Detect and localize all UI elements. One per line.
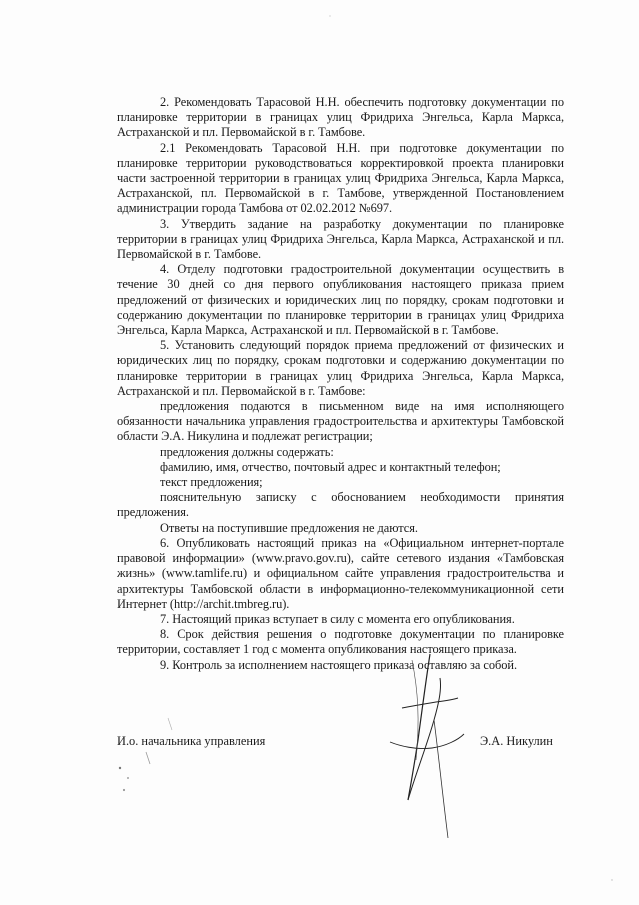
paragraph-6: 6. Опубликовать настоящий приказ на «Официальном интернет-портале правовой информации» (www.pravo.gov.ru), сайте сетевого издания «Тамбовская жизнь» (www.tamlife.ru) и официальном сайте управления градостроительства и архитектуры Тамбовской области в информационно-телекоммуникационной сети Интернет (http://archit.tmbreg.ru). <box>117 535 564 611</box>
paragraph-4: 4. Отделу подготовки градостроительной документации осуществить в течение 30 дней со дня первого опубликования настоящего приказа прием предложений от физических и юридических лиц по порядку, срокам подготовки и содержанию документации по планировке территории в границах улиц Фридриха Энгельса, Карла Маркса, Астраханской и пл. Первомайской в г. Тамбове. <box>117 262 564 338</box>
paragraph-2-1: 2.1 Рекомендовать Тарасовой Н.Н. при подготовке документации по планировке территории руководствоваться корректировкой проекта планировки части застроенной территории в границах улиц Фридриха Энгельса, Карла Маркса, Астраханской, пл. Первомайской в г. Тамбове, утвержденной Постановлением администрации города Тамбова от 02.02.2012 №697. <box>117 140 564 216</box>
paragraph-5-answers: Ответы на поступившие предложения не даются. <box>160 520 418 535</box>
signatory-name: Э.А. Никулин <box>480 734 553 748</box>
signatory-title: И.о. начальника управления <box>117 734 266 748</box>
paragraph-3: 3. Утвердить задание на разработку документации по планировке территории в границах улиц Фридриха Энгельса, Карла Маркса, Астраханской и пл. Первомайской в г. Тамбове. <box>117 216 564 262</box>
paragraph-5: 5. Установить следующий порядок приема предложений от физических и юридических лиц по порядку, срокам подготовки и содержанию документации по планировке территории в границах улиц Фридриха Энгельса, Карла Маркса, Астраханской и пл. Первомайской в г. Тамбове: <box>117 338 564 398</box>
paragraph-5-text: текст предложения; <box>160 475 263 490</box>
handwritten-signature <box>372 650 492 850</box>
paragraph-8: 8. Срок действия решения о подготовке документации по планировке территории, составляет 1 год с момента опубликования настоящего приказа. <box>117 627 564 657</box>
paragraph-5-name-address: фамилию, имя, отчество, почтовый адрес и контактный телефон; <box>160 459 501 474</box>
paragraph-5-submission: предложения подаются в письменном виде на имя исполняющего обязанности начальника управления градостроительства и архитектуры Тамбовской области Э.А. Никулина и подлежат регистрации; <box>117 399 564 444</box>
document-body <box>117 95 564 673</box>
paragraph-7: 7. Настоящий приказ вступает в силу с момента его опубликования. <box>160 611 515 626</box>
paragraph-2: 2. Рекомендовать Тарасовой Н.Н. обеспечить подготовку документации по планировке территории в границах улиц Фридриха Энгельса, Карла Маркса, Астраханской и пл. Первомайской в г. Тамбове. <box>117 95 564 140</box>
paragraph-5-explanation: пояснительную записку с обоснованием необходимости принятия предложения. <box>117 490 564 520</box>
paragraph-5-contents: предложения должны содержать: <box>160 444 334 459</box>
paragraph-9: 9. Контроль за исполнением настоящего приказа оставляю за собой. <box>160 657 518 672</box>
